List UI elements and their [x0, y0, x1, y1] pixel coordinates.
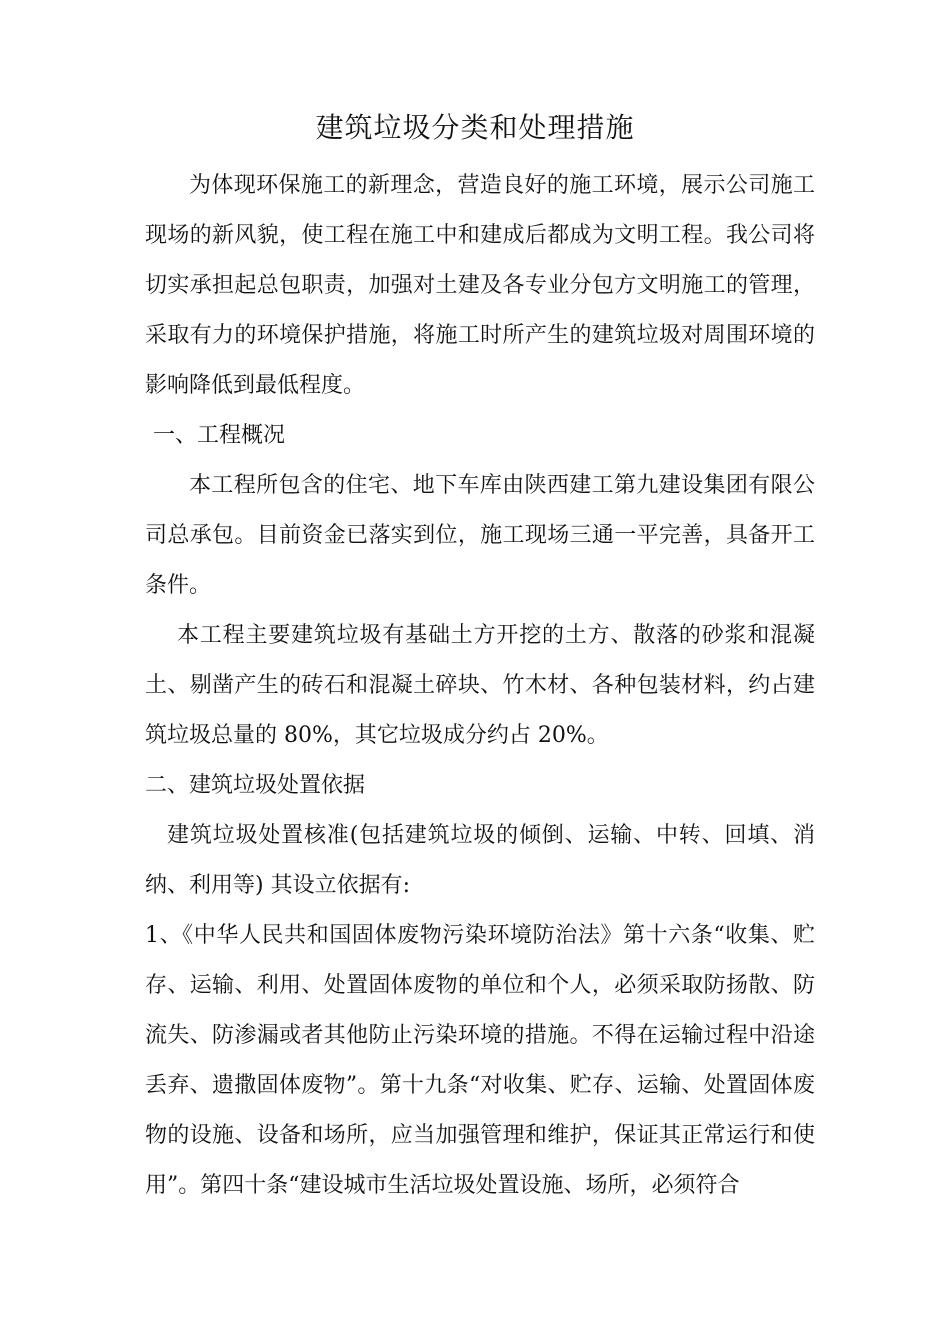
overview-paragraph: 本工程所包含的住宅、地下车库由陕西建工第九建设集团有限公司总承包。目前资金已落实到位，施工现场三通一平完善，具备开工条件。 — [145, 473, 815, 598]
basis-item-1: 1、《中华人民共和国固体废物污染环境防治法》第十六条“收集、贮存、运输、利用、处置固体废物的单位和个人，必须采取防扬散、防流失、防渗漏或者其他防止污染环境的措施。不得在运输过程中沿途丢弃、遗撒固体废物”。第十九条“对收集、贮存、运输、处置固体废物的设施、设备和场所，应当加强管理和维护，保证其正常运行和使用”。第四十条“建设城市生活垃圾处置设施、场所，必须符合 — [145, 923, 815, 1198]
document-body — [145, 161, 815, 1211]
section-heading-basis: 二、建筑垃圾处置依据 — [145, 773, 366, 798]
intro-paragraph: 为体现环保施工的新理念，营造良好的施工环境，展示公司施工现场的新风貌，使工程在施工中和建成后都成为文明工程。我公司将切实承担起总包职责，加强对土建及各专业分包方文明施工的管理，采取有力的环境保护措施，将施工时所产生的建筑垃圾对周围环境的影响降低到最低程度。 — [145, 173, 815, 398]
document-title: 建筑垃圾分类和处理措施 — [315, 111, 635, 144]
waste-composition-paragraph: 本工程主要建筑垃圾有基础土方开挖的土方、散落的砂浆和混凝土、剔凿产生的砖石和混凝土碎块、竹木材、各种包装材料，约占建筑垃圾总量的 80%，其它垃圾成分约占 20%。 — [145, 623, 815, 748]
basis-paragraph: 建筑垃圾处置核准(包括建筑垃圾的倾倒、运输、中转、回填、消纳、利用等) 其设立依据有: — [145, 823, 815, 898]
section-heading-overview: 一、工程概况 — [153, 423, 286, 448]
